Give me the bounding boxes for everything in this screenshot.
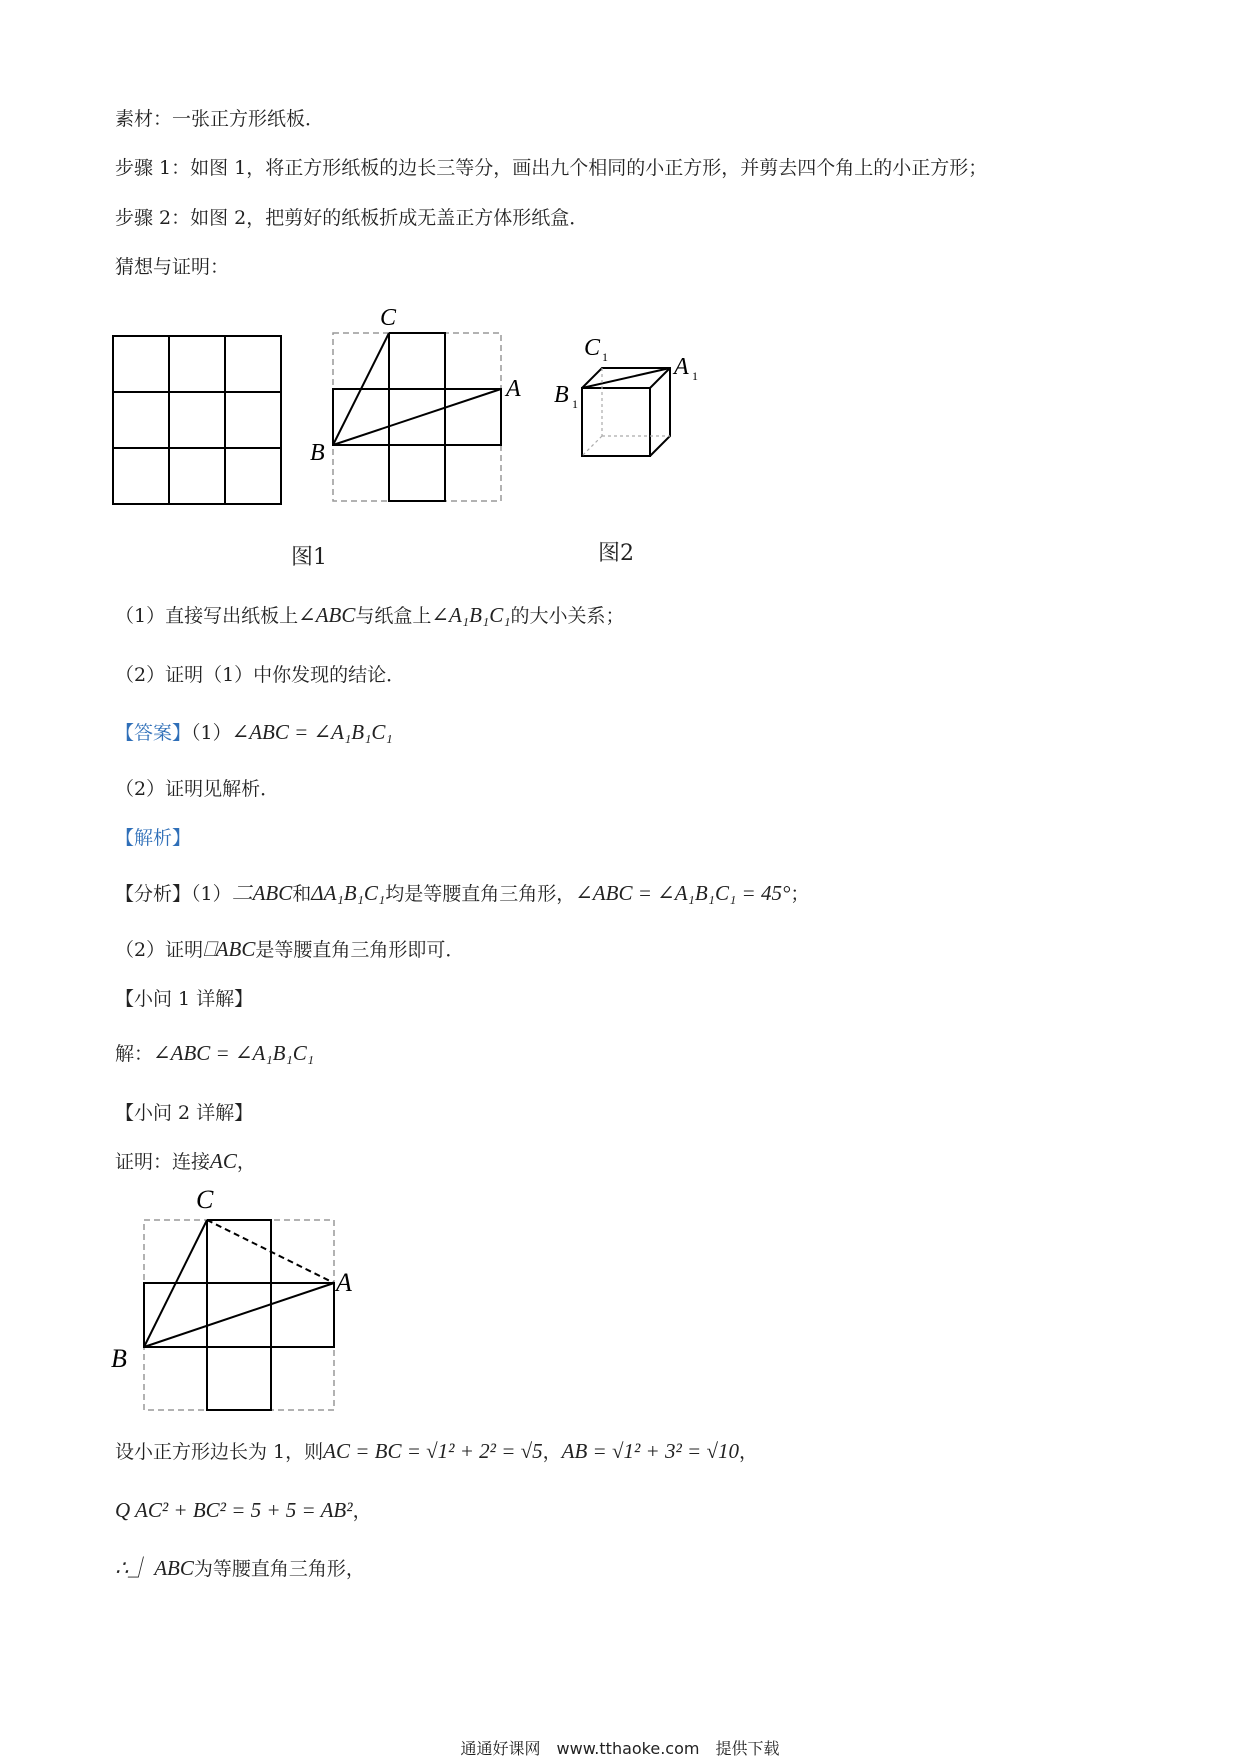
question-2: （2）证明（1）中你发现的结论． [115,664,406,686]
fig2-label-b1: B [554,382,569,408]
fig1-label-b: B [310,440,325,466]
fig1-label-c: C [380,305,397,331]
therefore-line: ∴⏌ ABC为等腰直角三角形， [115,1556,365,1580]
answer-line: 【答案】（1）∠ABC = ∠A₁B₁C₁ [115,720,393,744]
fig2-sub-b1: 1 [572,397,578,411]
figure3-net [105,1180,365,1420]
because-line: Q AC² + BC² = 5 + 5 = AB²， [115,1498,372,1522]
fig1-caption: 图1 [291,545,327,570]
answer-tag: 【答案】 [115,722,192,744]
proof-line: 证明：连接AC， [115,1149,256,1173]
fig2-label-c1: C [584,335,601,361]
xiaowen-1-heading: 【小问 1 详解】 [115,988,254,1010]
fig3-label-b: B [111,1344,127,1373]
step2-line: 步骤 2：如图 2，把剪好的纸板折成无盖正方体形纸盒． [115,207,589,229]
question-1: （1）直接写出纸板上∠ABC与纸盒上∠A₁B₁C₁的大小关系； [115,603,625,627]
fig2-sub-a1: 1 [692,369,698,383]
analysis-tag: 【解析】 [115,827,192,849]
calc-line: 设小正方形边长为 1，则AC = BC = √1² + 2² = √5，AB = √1² + 3² = √10， [115,1439,758,1463]
fig2-label-a1: A [674,354,689,380]
fig2-sub-c1: 1 [602,350,608,364]
answer-2-line: （2）证明见解析． [115,778,280,800]
jie-line: 解：∠ABC = ∠A₁B₁C₁ [115,1041,315,1065]
material-line: 素材：一张正方形纸板． [115,108,325,130]
figure2-cube [548,328,708,458]
fenxi-line: 【分析】（1）⼆ABC和ΔA₁B₁C₁均是等腰直角三角形，∠ABC = ∠A₁B₁C₁ = 45°； [115,881,810,905]
fig3-label-a: A [336,1268,352,1297]
fig3-label-c: C [196,1185,214,1214]
fig1-label-a: A [506,376,521,402]
fenxi-2-line: （2）证明⎕ABC是等腰直角三角形即可． [115,937,465,961]
figure1-grid [110,333,285,508]
fig2-caption: 图2 [598,541,634,566]
xiaowen-2-heading: 【小问 2 详解】 [115,1102,254,1124]
step1-line: 步骤 1：如图 1，将正方形纸板的边长三等分，画出九个相同的小正方形，并剪去四个角上的小正方形； [115,157,988,179]
page-footer: 通通好课网 www.tthaoke.com 提供下载 [460,1739,780,1758]
guess-heading: 猜想与证明： [115,256,230,278]
figure1-net [300,300,530,510]
